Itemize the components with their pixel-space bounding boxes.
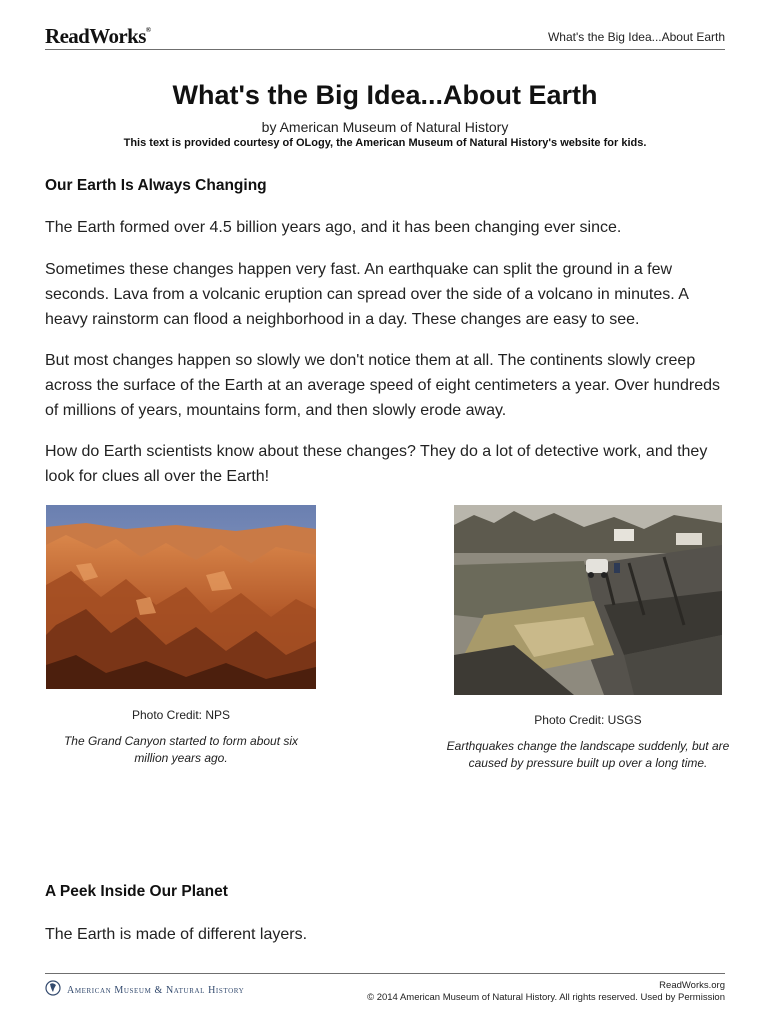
amnh-logo [45,980,244,1001]
caption-grand-canyon: The Grand Canyon started to form about six million years ago. [63,734,299,765]
footer-copyright: © 2014 American Museum of Natural History. All rights reserved. Used by Permission [367,992,725,1003]
amnh-emblem-icon [45,980,61,1001]
footer-site: ReadWorks.org [659,980,725,991]
footer-divider [45,973,725,974]
grand-canyon-photo [46,505,316,689]
article-title: What's the Big Idea...About Earth [172,80,598,110]
header-divider [45,49,725,50]
article-byline: by American Museum of Natural History [261,119,509,135]
readworks-logo [45,24,150,49]
photo-credit-usgs: Photo Credit: USGS [534,713,642,727]
paragraph-1: The Earth formed over 4.5 billion years ago, and it has been changing ever since. [45,219,622,236]
courtesy-note: This text is provided courtesy of OLogy, the American Museum of Natural History's website for kids. [123,137,647,149]
earthquake-photo [454,505,722,695]
footer-credits [367,980,725,1004]
paragraph-layers: The Earth is made of different layers. [45,926,308,943]
paragraph-4: How do Earth scientists know about these changes? They do a lot of detective work, and they look for clues all over the Earth! [45,443,708,485]
section-heading-changing: Our Earth Is Always Changing [45,177,267,194]
caption-earthquake: Earthquakes change the landscape suddenly, but are caused by pressure built up over a long time. [446,739,730,770]
running-title: What's the Big Idea...About Earth [547,30,725,44]
photo-credit-nps: Photo Credit: NPS [131,708,231,722]
logo-text: ReadWorks [45,24,146,48]
paragraph-3: But most changes happen so slowly we don't notice them at all. The continents slowly creep across the surface of the Earth at an average speed of eight centimeters a year. Over hundreds of millions of years, mountains form, and then slowly erode away. [45,352,721,419]
section-heading-peek-inside: A Peek Inside Our Planet [45,883,228,900]
registered-mark: ® [145,26,151,34]
paragraph-2: Sometimes these changes happen very fast. An earthquake can split the ground in a few seconds. Lava from a volcanic eruption can spread over the side of a volcano in minutes. A heavy rainstorm can flood a neighborhood in a day. These changes are easy to see. [45,261,689,328]
amnh-wordmark: American Museum & Natural History [67,985,245,996]
